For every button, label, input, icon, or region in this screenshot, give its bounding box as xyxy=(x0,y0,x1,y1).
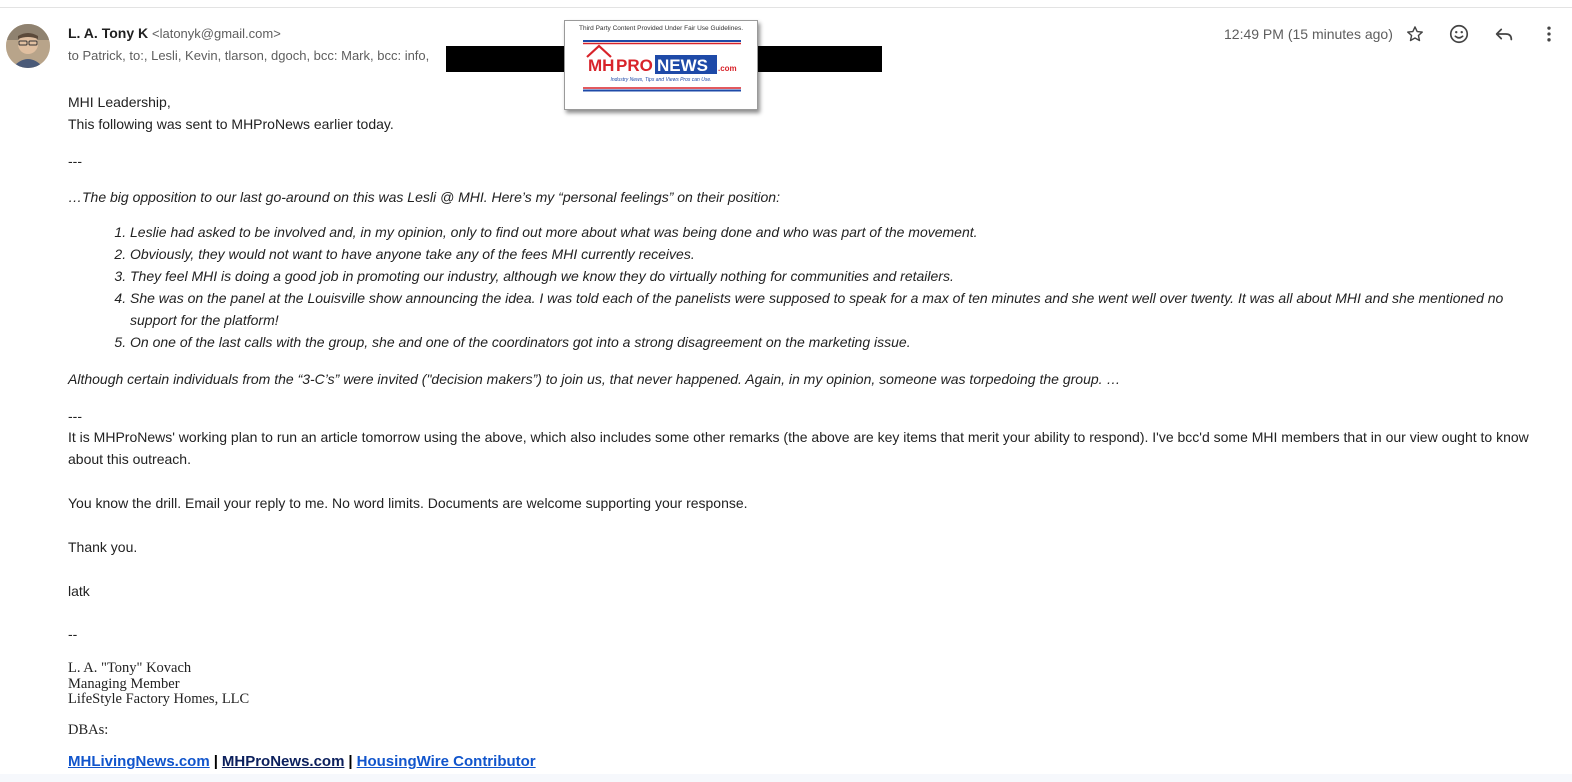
plan-paragraph: It is MHProNews' working plan to run an article tomorrow using the above, which also includes some other remarks (the above are key items that merit your ability to respond). I've bcc'd some MHI members that in our view ought to know about this outreach. xyxy=(68,429,1529,467)
feelings-list xyxy=(68,221,1550,353)
sender-line xyxy=(68,24,281,43)
list-item: 2. Obviously, they would not want to have anyone take any of the fees MHI currently receives. xyxy=(130,243,1550,265)
intro-line: This following was sent to MHProNews earlier today. xyxy=(68,116,394,132)
list-item: 5. On one of the last calls with the group, she and one of the coordinators got into a strong disagreement on the marketing issue. xyxy=(130,331,1550,353)
logo-mh: MH xyxy=(588,56,615,75)
emoji-icon[interactable] xyxy=(1447,22,1471,46)
bottom-strip xyxy=(0,774,1572,782)
list-item: 3. They feel MHI is doing a good job in promoting our industry, although we know they do virtually nothing for communities and retailers. xyxy=(130,265,1550,287)
logo-tagline: Industry News, Tips and Views Pros can Use. xyxy=(610,77,712,83)
signature-separator: -- xyxy=(68,626,78,642)
logo-news: NEWS xyxy=(657,56,708,75)
quote-closing: Although certain individuals from the “3-C’s” were invited ("decision makers”) to join us, that never happened. Again, in my opinion, someone was torpedoing the group. … xyxy=(68,371,1121,387)
list-item: 4. She was on the panel at the Louisville show announcing the idea. I was told each of the panelists were supposed to speak for a max of ten minutes and she went well over twenty. It was all about MHI and she mentioned no support for the platform! xyxy=(130,287,1550,331)
more-vert-icon[interactable] xyxy=(1537,22,1561,46)
signature-links xyxy=(68,752,536,772)
watermark-notice: Third Party Content Provided Under Fair Use Guidelines. xyxy=(578,25,744,32)
link-separator: | xyxy=(213,753,218,770)
star-icon[interactable] xyxy=(1403,22,1427,46)
top-divider xyxy=(0,7,1572,8)
separator: --- xyxy=(68,408,82,424)
separator: --- xyxy=(68,153,82,169)
recipients-line[interactable]: to Patrick, to:, Lesli, Kevin, tlarson, dgoch, bcc: Mark, bcc: info, xyxy=(68,48,430,63)
sender-avatar[interactable] xyxy=(6,24,50,68)
reply-icon[interactable] xyxy=(1492,22,1516,46)
mhpronews-link[interactable]: MHProNews.com xyxy=(221,753,345,770)
drill-line: You know the drill. Email your reply to me. No word limits. Documents are welcome supporting your response. xyxy=(68,495,748,511)
timestamp: 12:49 PM (15 minutes ago) xyxy=(1224,26,1393,42)
logo-com: .com xyxy=(718,64,737,73)
signature-dbas-label: DBAs: xyxy=(68,722,109,738)
signature-name: L. A. "Tony" Kovach xyxy=(68,660,192,676)
sender-email: <latonyk@gmail.com> xyxy=(152,26,281,41)
quote-intro: …The big opposition to our last go-around on this was Lesli @ MHI. Here’s my “personal feelings” on their position: xyxy=(68,189,780,205)
logo-pro: PRO xyxy=(616,56,653,75)
redaction-bar xyxy=(756,46,882,72)
housingwire-link[interactable]: HousingWire Contributor xyxy=(356,753,536,770)
signature-title: Managing Member xyxy=(68,676,180,692)
redaction-bar xyxy=(446,46,568,72)
mhlivingnews-link[interactable]: MHLivingNews.com xyxy=(68,753,210,770)
initials: latk xyxy=(68,583,90,599)
signature-company: LifeStyle Factory Homes, LLC xyxy=(68,691,250,707)
avatar-photo xyxy=(6,24,50,68)
link-separator: | xyxy=(348,753,353,770)
sender-name[interactable]: L. A. Tony K xyxy=(68,25,149,41)
list-item: 1. Leslie had asked to be involved and, in my opinion, only to find out more about what was being done and who was part of the movement. xyxy=(130,221,1550,243)
mhpronews-watermark xyxy=(564,20,758,110)
greeting: MHI Leadership, xyxy=(68,94,171,110)
mhpronews-logo xyxy=(565,21,757,109)
thanks-line: Thank you. xyxy=(68,539,138,555)
